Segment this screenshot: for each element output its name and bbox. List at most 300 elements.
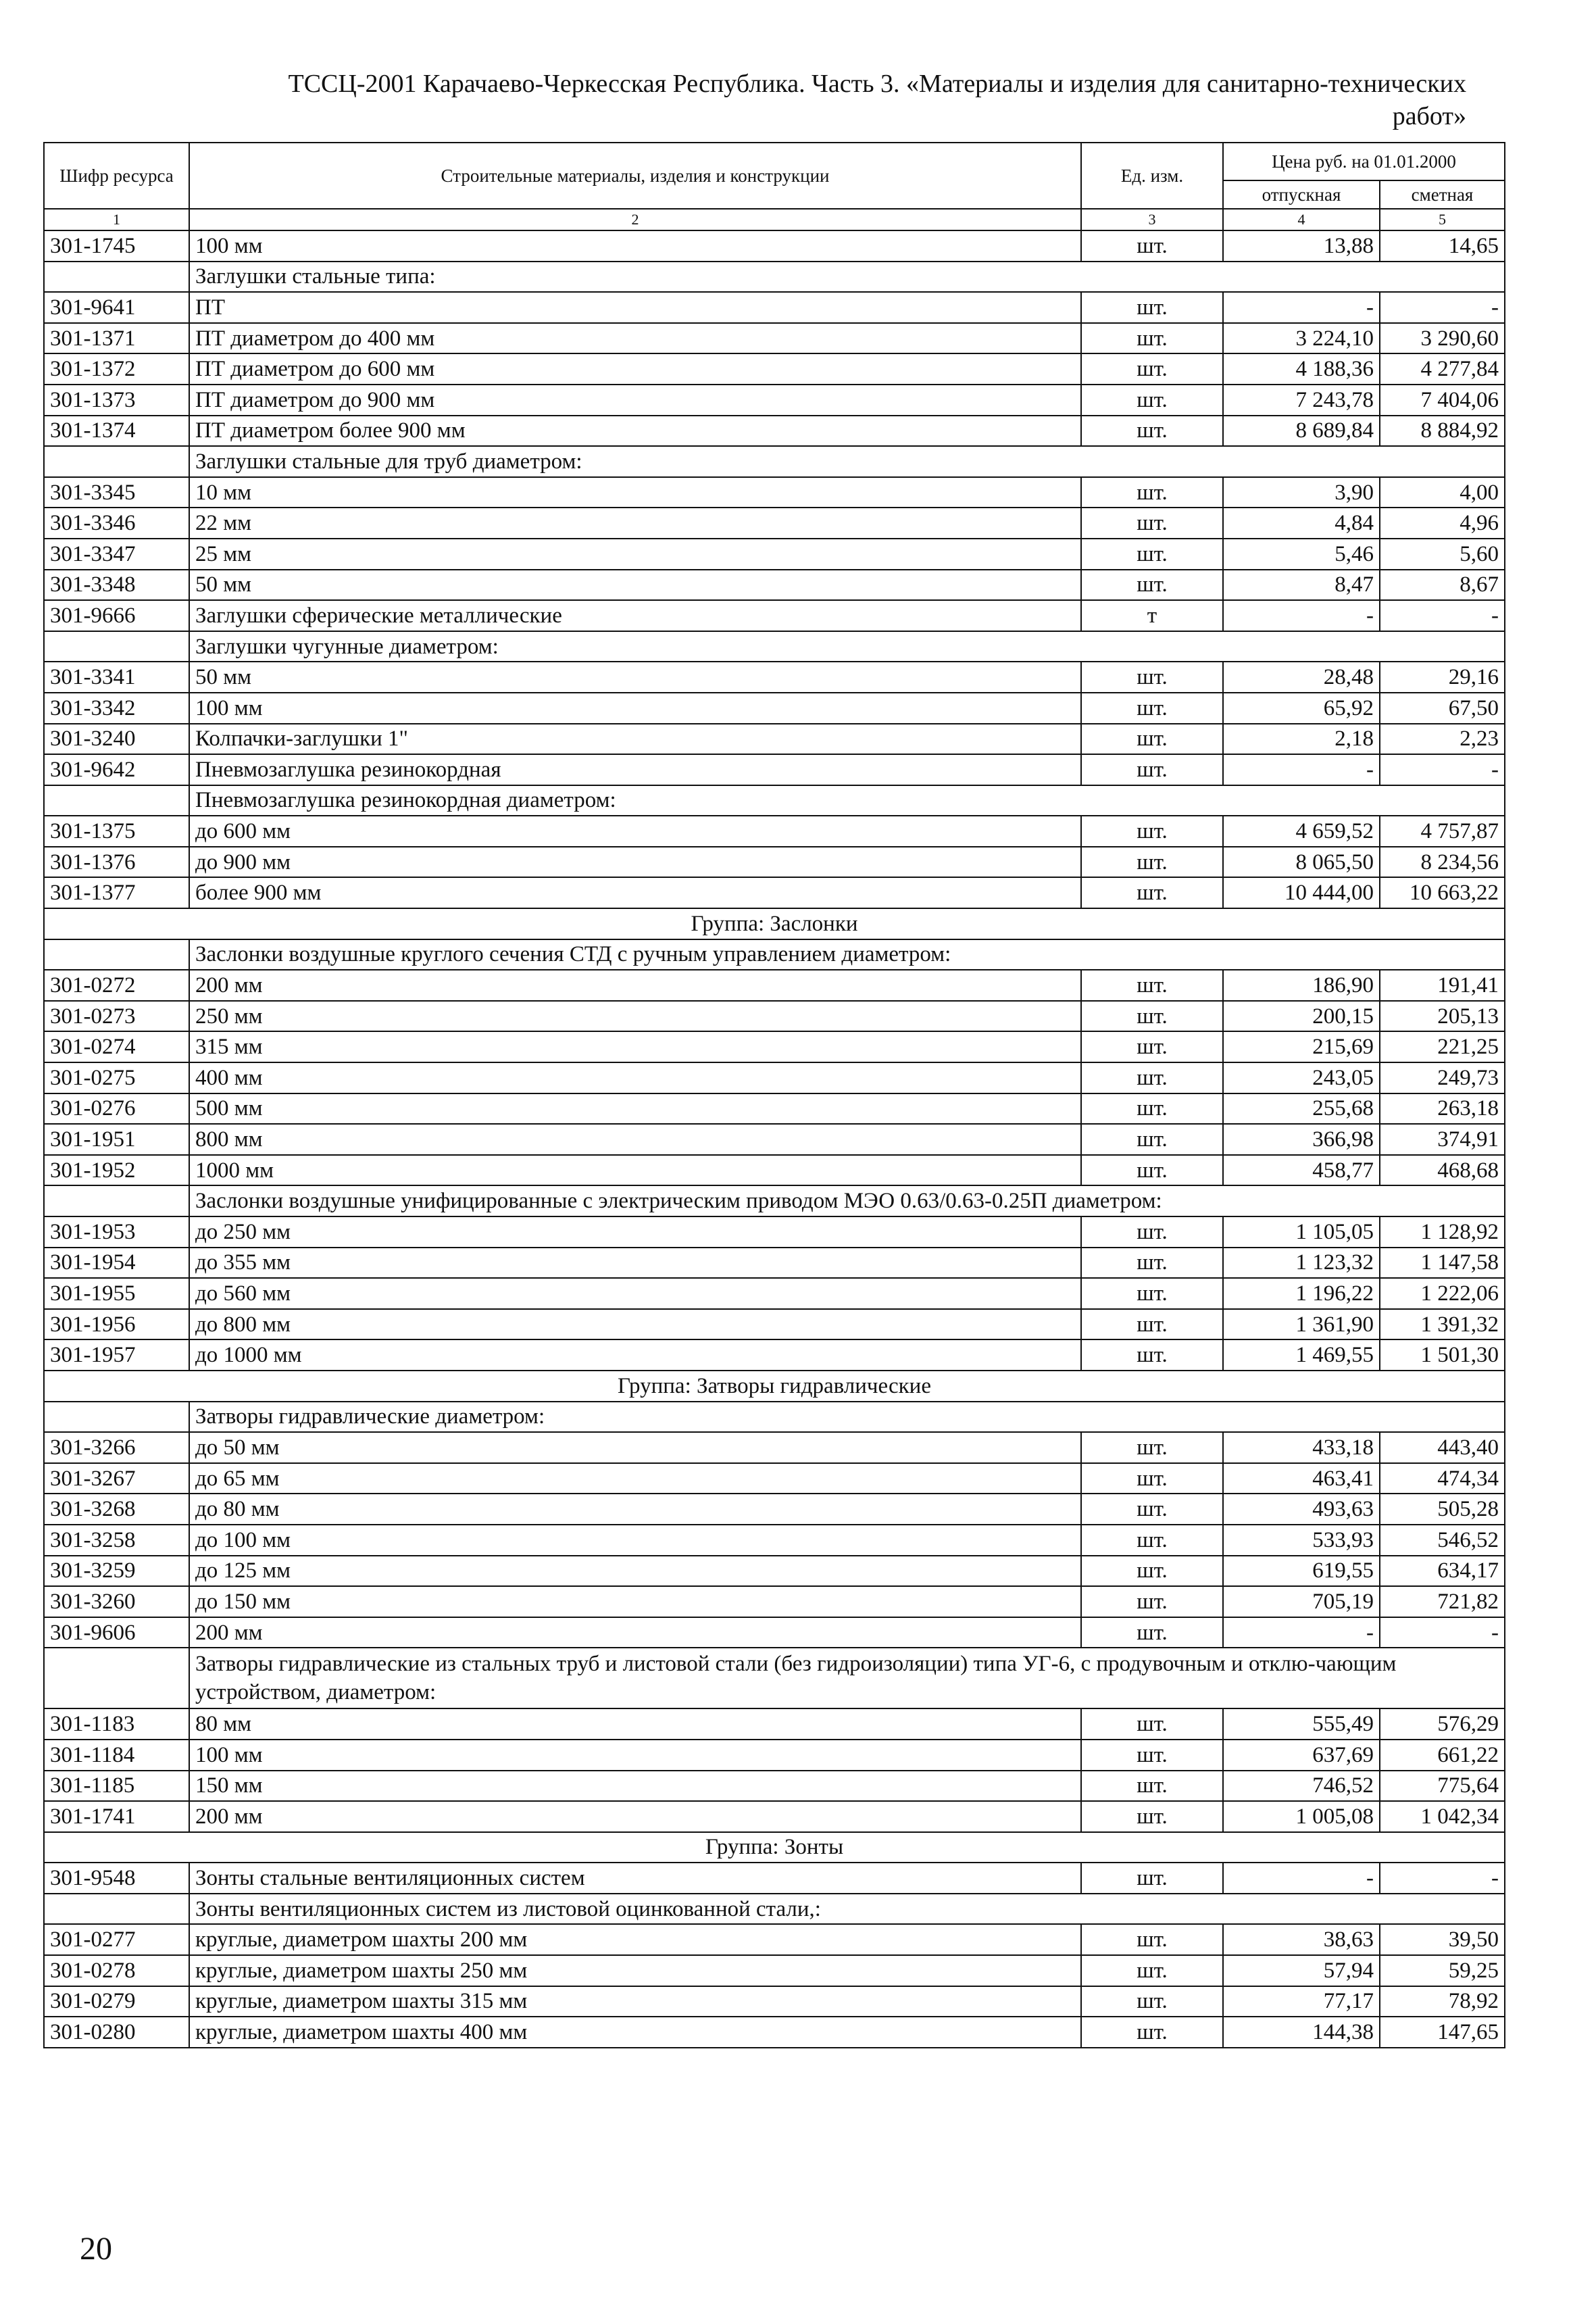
material-name: ПТ: [189, 292, 1081, 323]
table-row: [44, 416, 1505, 447]
resource-code: 301-1952: [44, 1155, 189, 1186]
resource-code: 301-1372: [44, 353, 189, 385]
estimate-price: 67,50: [1380, 693, 1505, 724]
estimate-price: 721,82: [1380, 1586, 1505, 1617]
subheading-text: Пневмозаглушка резинокордная диаметром:: [189, 785, 1505, 816]
unit-of-measure: шт.: [1081, 1248, 1223, 1279]
resource-code: 301-1955: [44, 1278, 189, 1309]
resource-code: 301-3260: [44, 1586, 189, 1617]
unit-of-measure: шт.: [1081, 539, 1223, 570]
table-row: [44, 1924, 1505, 1955]
empty-code-cell: [44, 446, 189, 477]
col-number-5: 5: [1380, 209, 1505, 230]
resource-code: 301-0277: [44, 1924, 189, 1955]
table-row: [44, 724, 1505, 755]
estimate-price: 78,92: [1380, 1986, 1505, 2017]
empty-code-cell: [44, 939, 189, 970]
table-row: [44, 230, 1505, 262]
resource-code: 301-0278: [44, 1955, 189, 1986]
material-name: 22 мм: [189, 508, 1081, 539]
col-header-name: Строительные материалы, изделия и конструкции: [189, 143, 1081, 209]
empty-code-cell: [44, 1185, 189, 1216]
release-price: 186,90: [1223, 970, 1380, 1001]
resource-code: 301-3348: [44, 570, 189, 601]
unit-of-measure: шт.: [1081, 970, 1223, 1001]
unit-of-measure: т: [1081, 600, 1223, 631]
release-price: 5,46: [1223, 539, 1380, 570]
material-name: до 800 мм: [189, 1309, 1081, 1340]
release-price: 619,55: [1223, 1556, 1380, 1587]
resource-code: 301-3259: [44, 1556, 189, 1587]
table-row: [44, 1248, 1505, 1279]
estimate-price: 8,67: [1380, 570, 1505, 601]
empty-code-cell: [44, 1402, 189, 1433]
material-name: круглые, диаметром шахты 200 мм: [189, 1924, 1081, 1955]
table-row: [44, 1001, 1505, 1032]
material-name: более 900 мм: [189, 877, 1081, 908]
table-row: [44, 662, 1505, 693]
table-row: [44, 1863, 1505, 1894]
table-row: [44, 1155, 1505, 1186]
release-price: -: [1223, 1863, 1380, 1894]
resource-code: 301-0280: [44, 2017, 189, 2048]
material-name: 50 мм: [189, 662, 1081, 693]
unit-of-measure: шт.: [1081, 570, 1223, 601]
table-row: [44, 1432, 1505, 1463]
release-price: 7 243,78: [1223, 385, 1380, 416]
group-heading: Группа: Заслонки: [44, 908, 1505, 939]
material-name: до 1000 мм: [189, 1339, 1081, 1371]
estimate-price: 1 391,32: [1380, 1309, 1505, 1340]
subheading-row: [44, 939, 1505, 970]
estimate-price: -: [1380, 292, 1505, 323]
subheading-text: Заглушки чугунные диаметром:: [189, 631, 1505, 662]
material-name: до 65 мм: [189, 1463, 1081, 1494]
table-row: [44, 1801, 1505, 1832]
table-body: [44, 230, 1505, 2048]
estimate-price: -: [1380, 1617, 1505, 1648]
resource-code: 301-0274: [44, 1031, 189, 1062]
unit-of-measure: шт.: [1081, 292, 1223, 323]
release-price: 57,94: [1223, 1955, 1380, 1986]
release-price: 28,48: [1223, 662, 1380, 693]
empty-code-cell: [44, 262, 189, 293]
table-row: [44, 1556, 1505, 1587]
estimate-price: 443,40: [1380, 1432, 1505, 1463]
resource-code: 301-3240: [44, 724, 189, 755]
page-header: [95, 68, 1466, 132]
subheading-text: Затворы гидравлические диаметром:: [189, 1402, 1505, 1433]
unit-of-measure: шт.: [1081, 816, 1223, 847]
resource-code: 301-1745: [44, 230, 189, 262]
estimate-price: 775,64: [1380, 1771, 1505, 1802]
estimate-price: 29,16: [1380, 662, 1505, 693]
estimate-price: 205,13: [1380, 1001, 1505, 1032]
unit-of-measure: шт.: [1081, 662, 1223, 693]
material-name: 250 мм: [189, 1001, 1081, 1032]
release-price: 2,18: [1223, 724, 1380, 755]
estimate-price: 7 404,06: [1380, 385, 1505, 416]
release-price: 65,92: [1223, 693, 1380, 724]
table-row: [44, 2017, 1505, 2048]
table-row: [44, 600, 1505, 631]
release-price: 555,49: [1223, 1708, 1380, 1740]
estimate-price: 374,91: [1380, 1124, 1505, 1155]
subheading-text: Заглушки стальные типа:: [189, 262, 1505, 293]
release-price: 463,41: [1223, 1463, 1380, 1494]
resource-code: 301-1953: [44, 1216, 189, 1248]
material-name: 10 мм: [189, 477, 1081, 508]
table-row: [44, 323, 1505, 354]
release-price: -: [1223, 754, 1380, 785]
material-name: ПТ диаметром более 900 мм: [189, 416, 1081, 447]
material-name: 200 мм: [189, 970, 1081, 1001]
col-header-code: Шифр ресурса: [44, 143, 189, 209]
group-heading-row: [44, 1832, 1505, 1863]
table-row: [44, 1339, 1505, 1371]
unit-of-measure: шт.: [1081, 1801, 1223, 1832]
release-price: 3,90: [1223, 477, 1380, 508]
table-row: [44, 970, 1505, 1001]
material-name: 100 мм: [189, 693, 1081, 724]
subheading-row: [44, 1894, 1505, 1925]
table-row: [44, 1062, 1505, 1093]
table-row: [44, 1093, 1505, 1125]
estimate-price: 4 277,84: [1380, 353, 1505, 385]
unit-of-measure: шт.: [1081, 1771, 1223, 1802]
estimate-price: 474,34: [1380, 1463, 1505, 1494]
release-price: 200,15: [1223, 1001, 1380, 1032]
group-heading-row: [44, 908, 1505, 939]
table-row: [44, 1463, 1505, 1494]
table-row: [44, 1986, 1505, 2017]
material-name: до 355 мм: [189, 1248, 1081, 1279]
material-name: 25 мм: [189, 539, 1081, 570]
release-price: -: [1223, 292, 1380, 323]
unit-of-measure: шт.: [1081, 1986, 1223, 2017]
group-heading: Группа: Зонты: [44, 1832, 1505, 1863]
table-row: [44, 1525, 1505, 1556]
subheading-row: [44, 1402, 1505, 1433]
resource-code: 301-0273: [44, 1001, 189, 1032]
estimate-price: 221,25: [1380, 1031, 1505, 1062]
release-price: 10 444,00: [1223, 877, 1380, 908]
unit-of-measure: шт.: [1081, 1525, 1223, 1556]
resource-code: 301-3258: [44, 1525, 189, 1556]
subheading-text: Зонты вентиляционных систем из листовой оцинкованной стали,:: [189, 1894, 1505, 1925]
estimate-price: 1 042,34: [1380, 1801, 1505, 1832]
estimate-price: 8 234,56: [1380, 847, 1505, 878]
table-row: [44, 1740, 1505, 1771]
subheading-text: Заглушки стальные для труб диаметром:: [189, 446, 1505, 477]
release-price: 746,52: [1223, 1771, 1380, 1802]
resource-code: 301-3342: [44, 693, 189, 724]
estimate-price: 505,28: [1380, 1494, 1505, 1525]
unit-of-measure: шт.: [1081, 1309, 1223, 1340]
table-row: [44, 847, 1505, 878]
release-price: 1 005,08: [1223, 1801, 1380, 1832]
estimate-price: 3 290,60: [1380, 323, 1505, 354]
estimate-price: 1 128,92: [1380, 1216, 1505, 1248]
estimate-price: 661,22: [1380, 1740, 1505, 1771]
table-row: [44, 1586, 1505, 1617]
table-row: [44, 1955, 1505, 1986]
material-name: до 250 мм: [189, 1216, 1081, 1248]
material-name: 400 мм: [189, 1062, 1081, 1093]
unit-of-measure: шт.: [1081, 477, 1223, 508]
group-heading-row: [44, 1371, 1505, 1402]
table-row: [44, 816, 1505, 847]
table-row: [44, 539, 1505, 570]
price-table: [43, 142, 1505, 2048]
release-price: 533,93: [1223, 1525, 1380, 1556]
material-name: до 80 мм: [189, 1494, 1081, 1525]
unit-of-measure: шт.: [1081, 693, 1223, 724]
release-price: 637,69: [1223, 1740, 1380, 1771]
estimate-price: 634,17: [1380, 1556, 1505, 1587]
unit-of-measure: шт.: [1081, 353, 1223, 385]
unit-of-measure: шт.: [1081, 1463, 1223, 1494]
subheading-row: [44, 262, 1505, 293]
resource-code: 301-3268: [44, 1494, 189, 1525]
material-name: до 560 мм: [189, 1278, 1081, 1309]
unit-of-measure: шт.: [1081, 1708, 1223, 1740]
material-name: ПТ диаметром до 400 мм: [189, 323, 1081, 354]
material-name: 800 мм: [189, 1124, 1081, 1155]
release-price: 4 659,52: [1223, 816, 1380, 847]
unit-of-measure: шт.: [1081, 2017, 1223, 2048]
release-price: 4 188,36: [1223, 353, 1380, 385]
unit-of-measure: шт.: [1081, 416, 1223, 447]
subheading-row: [44, 785, 1505, 816]
material-name: 1000 мм: [189, 1155, 1081, 1186]
material-name: круглые, диаметром шахты 400 мм: [189, 2017, 1081, 2048]
resource-code: 301-0279: [44, 1986, 189, 2017]
release-price: 144,38: [1223, 2017, 1380, 2048]
release-price: 38,63: [1223, 1924, 1380, 1955]
unit-of-measure: шт.: [1081, 385, 1223, 416]
estimate-price: -: [1380, 754, 1505, 785]
unit-of-measure: шт.: [1081, 1494, 1223, 1525]
resource-code: 301-1376: [44, 847, 189, 878]
resource-code: 301-1377: [44, 877, 189, 908]
table-row: [44, 570, 1505, 601]
resource-code: 301-1951: [44, 1124, 189, 1155]
unit-of-measure: шт.: [1081, 1924, 1223, 1955]
estimate-price: 263,18: [1380, 1093, 1505, 1125]
release-price: 8,47: [1223, 570, 1380, 601]
table-row: [44, 1124, 1505, 1155]
resource-code: 301-1371: [44, 323, 189, 354]
estimate-price: 10 663,22: [1380, 877, 1505, 908]
resource-code: 301-1957: [44, 1339, 189, 1371]
release-price: 8 065,50: [1223, 847, 1380, 878]
release-price: -: [1223, 1617, 1380, 1648]
estimate-price: 147,65: [1380, 2017, 1505, 2048]
subheading-text: Заслонки воздушные круглого сечения СТД с ручным управлением диаметром:: [189, 939, 1505, 970]
resource-code: 301-9606: [44, 1617, 189, 1648]
table-row: [44, 1617, 1505, 1648]
unit-of-measure: шт.: [1081, 1863, 1223, 1894]
table-row: [44, 754, 1505, 785]
unit-of-measure: шт.: [1081, 1216, 1223, 1248]
material-name: 200 мм: [189, 1801, 1081, 1832]
resource-code: 301-3266: [44, 1432, 189, 1463]
release-price: 13,88: [1223, 230, 1380, 262]
subheading-text: Заслонки воздушные унифицированные с электрическим приводом МЭО 0.63/0.63-0.25П диаметром:: [189, 1185, 1505, 1216]
resource-code: 301-3345: [44, 477, 189, 508]
unit-of-measure: шт.: [1081, 1001, 1223, 1032]
unit-of-measure: шт.: [1081, 1062, 1223, 1093]
estimate-price: -: [1380, 600, 1505, 631]
material-name: до 100 мм: [189, 1525, 1081, 1556]
material-name: 200 мм: [189, 1617, 1081, 1648]
table-row: [44, 1708, 1505, 1740]
material-name: круглые, диаметром шахты 315 мм: [189, 1986, 1081, 2017]
release-price: 1 105,05: [1223, 1216, 1380, 1248]
header-line-1: ТССЦ-2001 Карачаево-Черкесская Республика. Часть 3. «Материалы и изделия для санитарно-технических: [288, 70, 1466, 98]
release-price: 1 361,90: [1223, 1309, 1380, 1340]
material-name: ПТ диаметром до 600 мм: [189, 353, 1081, 385]
unit-of-measure: шт.: [1081, 1432, 1223, 1463]
release-price: 1 469,55: [1223, 1339, 1380, 1371]
resource-code: 301-9641: [44, 292, 189, 323]
release-price: 366,98: [1223, 1124, 1380, 1155]
table-row: [44, 1309, 1505, 1340]
unit-of-measure: шт.: [1081, 508, 1223, 539]
table-row: [44, 1031, 1505, 1062]
resource-code: 301-9666: [44, 600, 189, 631]
estimate-price: 1 222,06: [1380, 1278, 1505, 1309]
release-price: -: [1223, 600, 1380, 631]
estimate-price: 4,00: [1380, 477, 1505, 508]
material-name: 315 мм: [189, 1031, 1081, 1062]
unit-of-measure: шт.: [1081, 1617, 1223, 1648]
empty-code-cell: [44, 631, 189, 662]
col-header-release-price: отпускная: [1223, 180, 1380, 209]
col-number-2: 2: [189, 209, 1081, 230]
table-row: [44, 508, 1505, 539]
material-name: 500 мм: [189, 1093, 1081, 1125]
material-name: 100 мм: [189, 1740, 1081, 1771]
estimate-price: 1 147,58: [1380, 1248, 1505, 1279]
release-price: 705,19: [1223, 1586, 1380, 1617]
release-price: 77,17: [1223, 1986, 1380, 2017]
col-header-price: Цена руб. на 01.01.2000: [1223, 143, 1505, 180]
table-row: [44, 1494, 1505, 1525]
table-row: [44, 1216, 1505, 1248]
resource-code: 301-0276: [44, 1093, 189, 1125]
col-header-estimate-price: сметная: [1380, 180, 1505, 209]
resource-code: 301-3347: [44, 539, 189, 570]
material-name: до 600 мм: [189, 816, 1081, 847]
estimate-price: 576,29: [1380, 1708, 1505, 1740]
empty-code-cell: [44, 1894, 189, 1925]
table-row: [44, 477, 1505, 508]
subheading-row: [44, 446, 1505, 477]
empty-code-cell: [44, 785, 189, 816]
estimate-price: 39,50: [1380, 1924, 1505, 1955]
material-name: 100 мм: [189, 230, 1081, 262]
table-row: [44, 693, 1505, 724]
unit-of-measure: шт.: [1081, 1124, 1223, 1155]
material-name: 50 мм: [189, 570, 1081, 601]
unit-of-measure: шт.: [1081, 847, 1223, 878]
col-number-4: 4: [1223, 209, 1380, 230]
subheading-text: Затворы гидравлические из стальных труб и листовой стали (без гидроизоляции) типа УГ-6, с продувочным и отклю-чающим устройством, диаметром:: [189, 1648, 1505, 1708]
material-name: до 150 мм: [189, 1586, 1081, 1617]
table-row: [44, 292, 1505, 323]
resource-code: 301-9642: [44, 754, 189, 785]
resource-code: 301-1956: [44, 1309, 189, 1340]
estimate-price: 59,25: [1380, 1955, 1505, 1986]
release-price: 4,84: [1223, 508, 1380, 539]
release-price: 458,77: [1223, 1155, 1380, 1186]
unit-of-measure: шт.: [1081, 754, 1223, 785]
unit-of-measure: шт.: [1081, 877, 1223, 908]
table-row: [44, 385, 1505, 416]
unit-of-measure: шт.: [1081, 1155, 1223, 1186]
resource-code: 301-9548: [44, 1863, 189, 1894]
estimate-price: -: [1380, 1863, 1505, 1894]
material-name: до 50 мм: [189, 1432, 1081, 1463]
release-price: 433,18: [1223, 1432, 1380, 1463]
table-row: [44, 1771, 1505, 1802]
col-number-1: 1: [44, 209, 189, 230]
material-name: 80 мм: [189, 1708, 1081, 1740]
subheading-row: [44, 1648, 1505, 1708]
col-header-unit: Ед. изм.: [1081, 143, 1223, 209]
estimate-price: 5,60: [1380, 539, 1505, 570]
subheading-row: [44, 1185, 1505, 1216]
estimate-price: 2,23: [1380, 724, 1505, 755]
resource-code: 301-1185: [44, 1771, 189, 1802]
resource-code: 301-1374: [44, 416, 189, 447]
estimate-price: 191,41: [1380, 970, 1505, 1001]
material-name: до 900 мм: [189, 847, 1081, 878]
unit-of-measure: шт.: [1081, 1556, 1223, 1587]
release-price: 1 196,22: [1223, 1278, 1380, 1309]
estimate-price: 546,52: [1380, 1525, 1505, 1556]
table-row: [44, 1278, 1505, 1309]
subheading-row: [44, 631, 1505, 662]
table-row: [44, 353, 1505, 385]
group-heading: Группа: Затворы гидравлические: [44, 1371, 1505, 1402]
estimate-price: 249,73: [1380, 1062, 1505, 1093]
release-price: 243,05: [1223, 1062, 1380, 1093]
material-name: круглые, диаметром шахты 250 мм: [189, 1955, 1081, 1986]
resource-code: 301-1375: [44, 816, 189, 847]
material-name: Заглушки сферические металлические: [189, 600, 1081, 631]
resource-code: 301-1954: [44, 1248, 189, 1279]
unit-of-measure: шт.: [1081, 230, 1223, 262]
unit-of-measure: шт.: [1081, 1093, 1223, 1125]
page-number: 20: [80, 2231, 112, 2267]
material-name: 150 мм: [189, 1771, 1081, 1802]
estimate-price: 1 501,30: [1380, 1339, 1505, 1371]
release-price: 1 123,32: [1223, 1248, 1380, 1279]
resource-code: 301-0272: [44, 970, 189, 1001]
material-name: до 125 мм: [189, 1556, 1081, 1587]
release-price: 3 224,10: [1223, 323, 1380, 354]
material-name: Пневмозаглушка резинокордная: [189, 754, 1081, 785]
unit-of-measure: шт.: [1081, 1955, 1223, 1986]
resource-code: 301-1373: [44, 385, 189, 416]
unit-of-measure: шт.: [1081, 724, 1223, 755]
estimate-price: 14,65: [1380, 230, 1505, 262]
table-row: [44, 877, 1505, 908]
estimate-price: 4 757,87: [1380, 816, 1505, 847]
